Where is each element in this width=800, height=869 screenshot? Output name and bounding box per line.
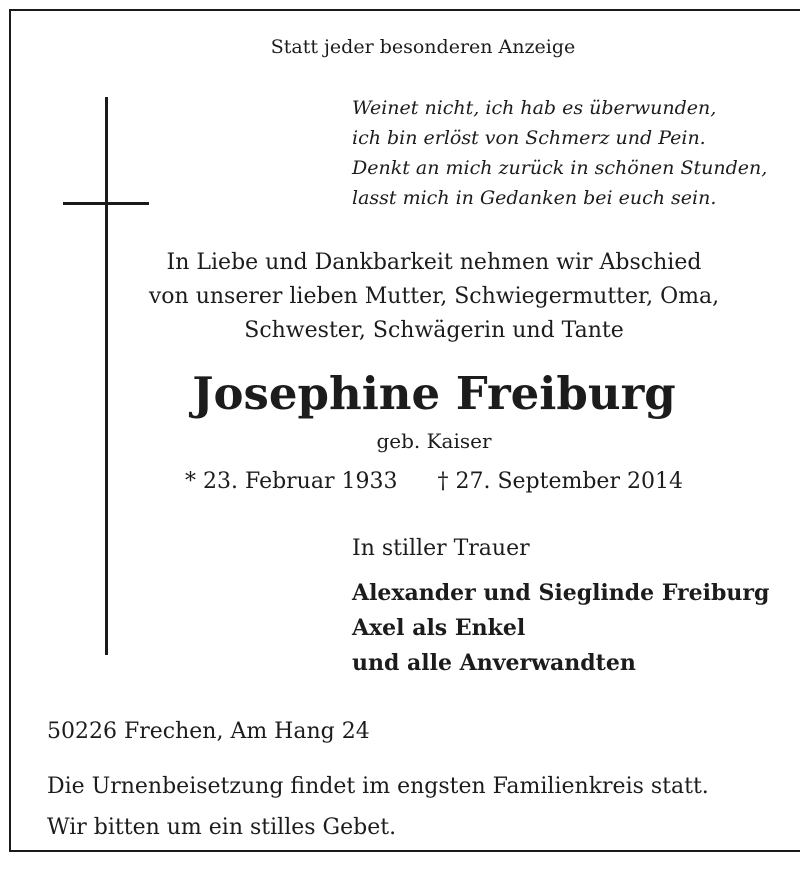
mourner-entry: Alexander und Sieglinde Freiburg bbox=[352, 580, 770, 606]
farewell-line: von unserer lieben Mutter, Schwiegermutter, Oma, bbox=[148, 284, 720, 309]
cross-horizontal-bar bbox=[63, 202, 149, 205]
mourning-label: In stiller Trauer bbox=[352, 536, 530, 561]
poem-line: ich bin erlöst von Schmerz und Pein. bbox=[352, 127, 706, 149]
birth-name: geb. Kaiser bbox=[376, 429, 492, 453]
address: 50226 Frechen, Am Hang 24 bbox=[47, 719, 370, 744]
poem-line: lasst mich in Gedanken bei euch sein. bbox=[352, 187, 717, 209]
closing-note: Die Urnenbeisetzung findet im engsten Familienkreis statt. bbox=[47, 774, 709, 799]
poem bbox=[352, 93, 767, 213]
closing-note: Wir bitten um ein stilles Gebet. bbox=[47, 815, 397, 840]
farewell-line: In Liebe und Dankbarkeit nehmen wir Abschied bbox=[166, 250, 702, 275]
mourner-entry: und alle Anverwandten bbox=[352, 650, 636, 676]
poem-line: Denkt an mich zurück in schönen Stunden, bbox=[352, 157, 768, 179]
life-dates bbox=[0, 469, 800, 494]
death-date: † 27. September 2014 bbox=[437, 469, 683, 494]
farewell-text bbox=[0, 246, 800, 348]
deceased-name: Josephine Freiburg bbox=[192, 367, 676, 420]
farewell-line: Schwester, Schwägerin und Tante bbox=[244, 318, 624, 343]
poem-line: Weinet nicht, ich hab es überwunden, bbox=[352, 97, 717, 119]
mourner-entry: Axel als Enkel bbox=[352, 615, 526, 641]
closing-notes bbox=[47, 766, 709, 848]
mourners-list bbox=[352, 576, 769, 681]
header-notice: Statt jeder besonderen Anzeige bbox=[270, 36, 576, 58]
birth-date: * 23. Februar 1933 bbox=[185, 469, 398, 494]
